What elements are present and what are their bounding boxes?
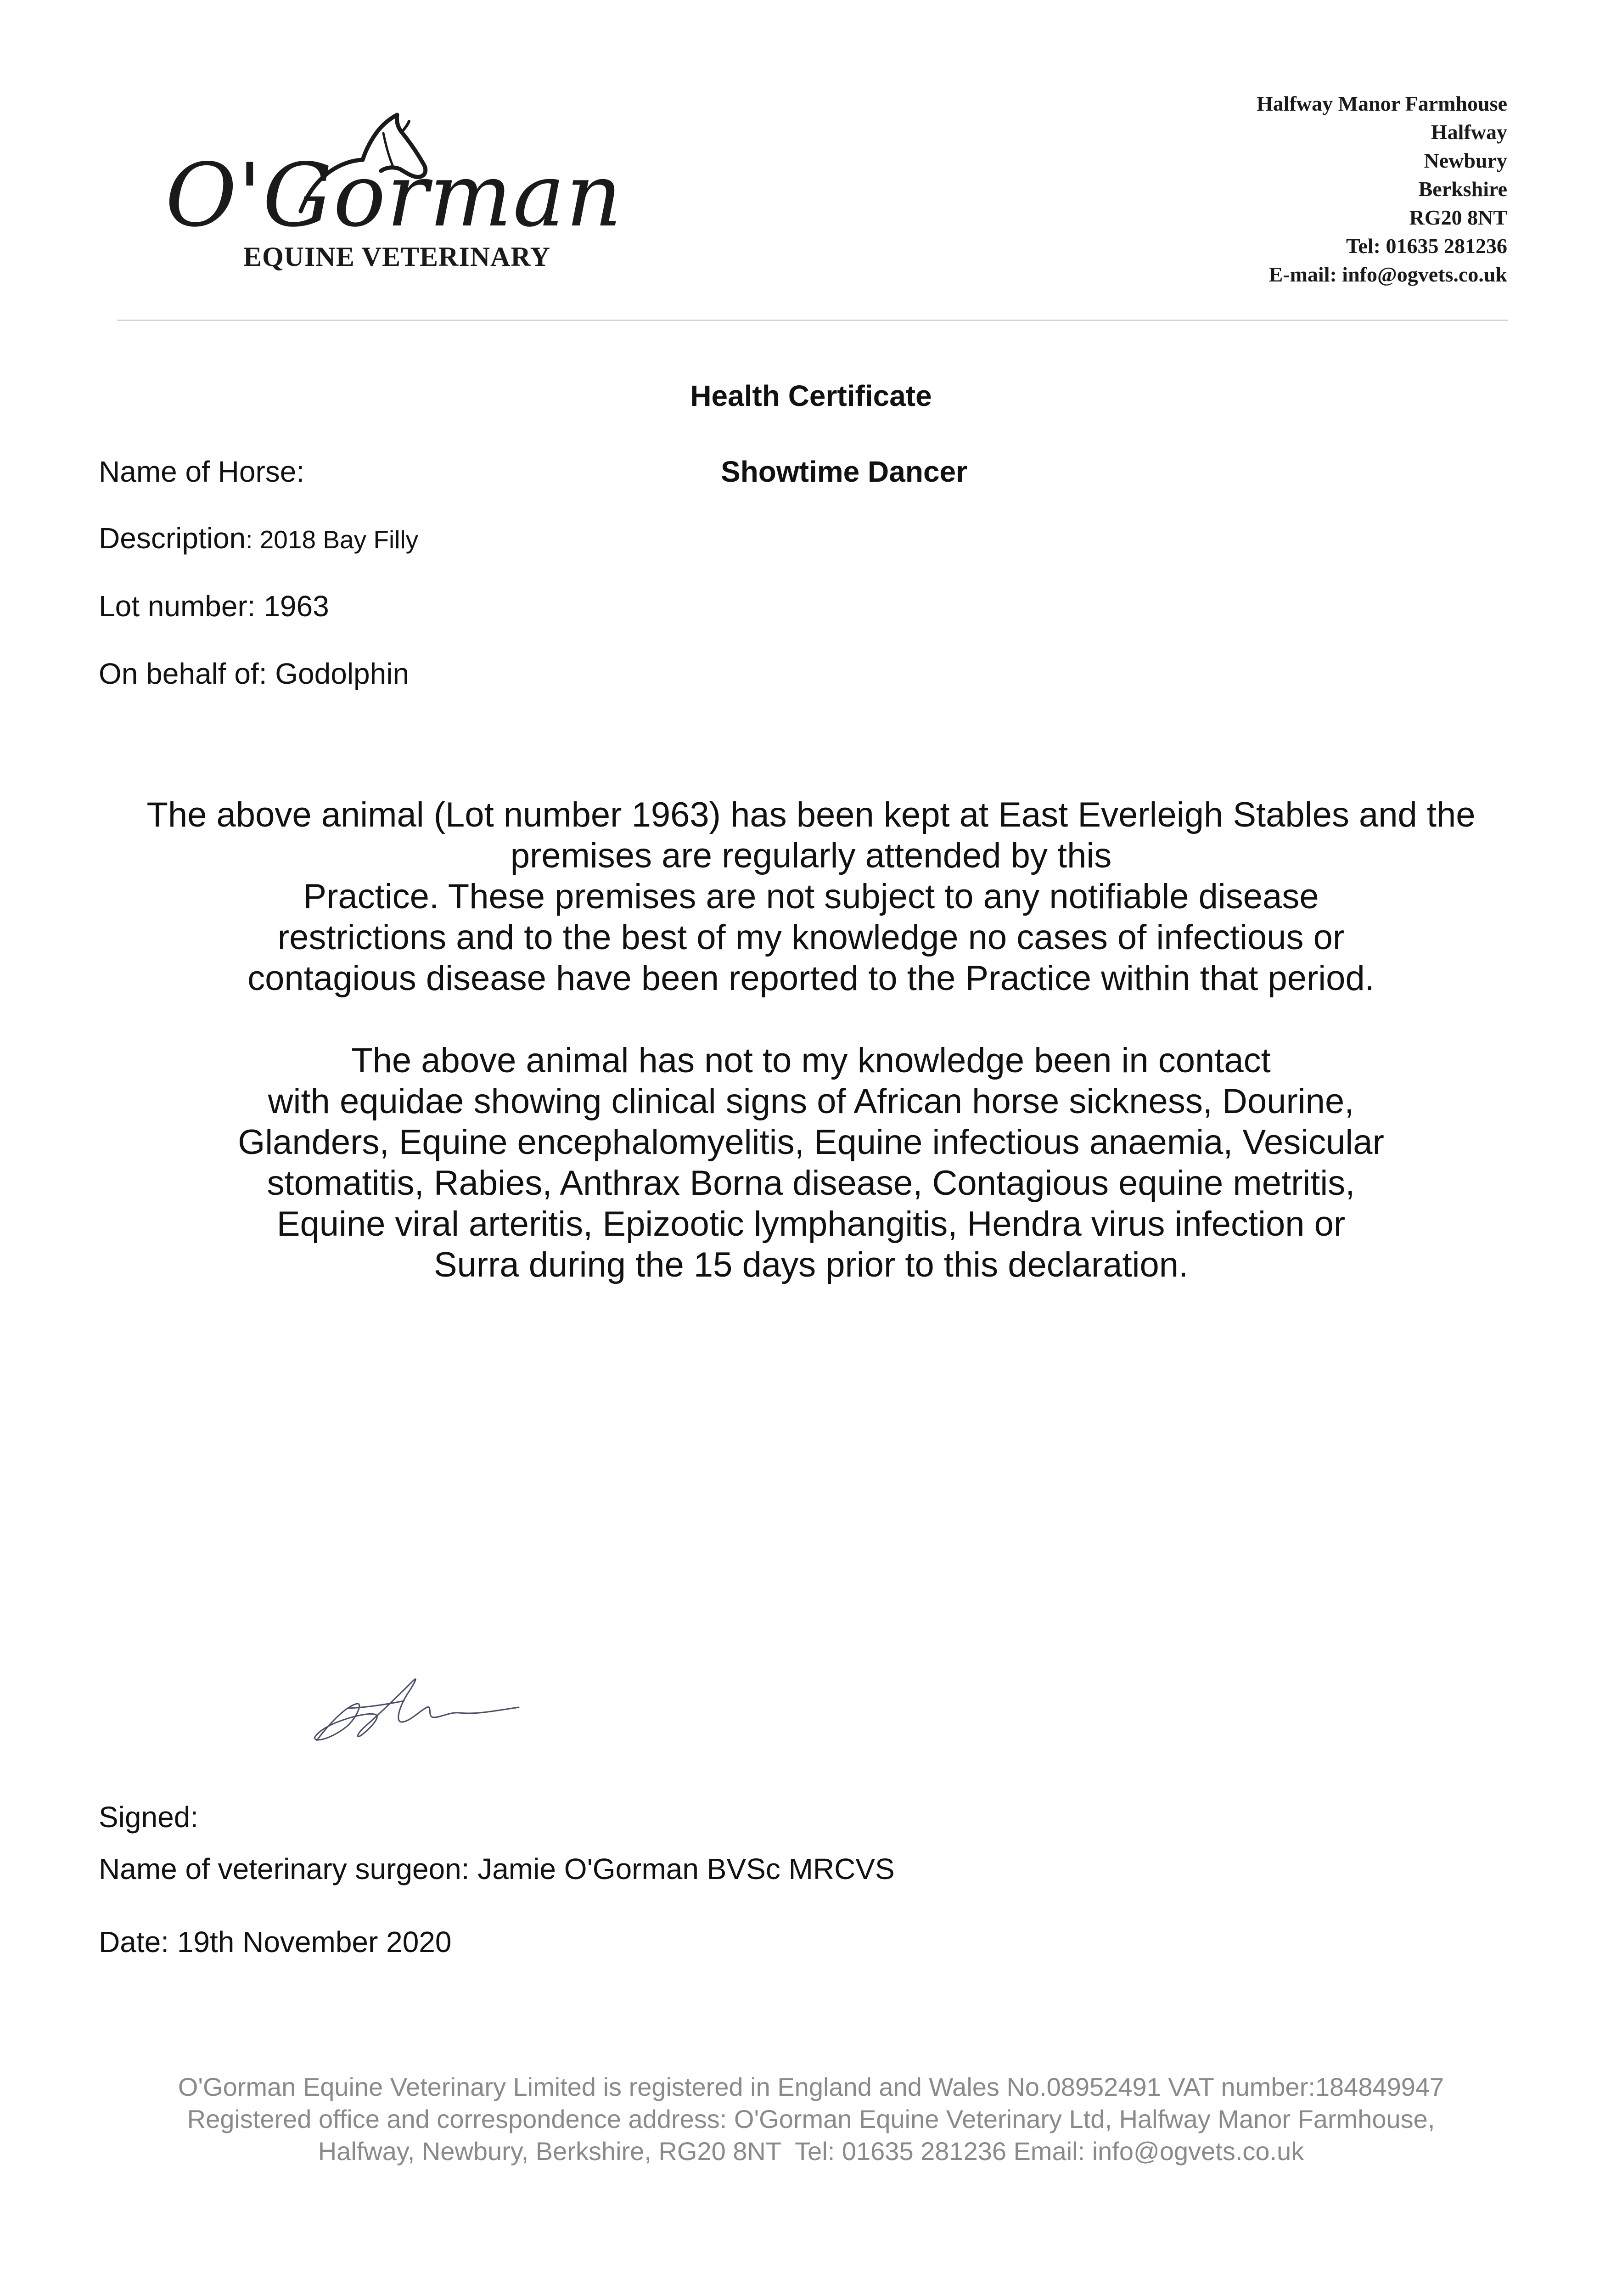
statement-line: restrictions and to the best of my knowledge no cases of infectious or (277, 918, 1345, 957)
address-line: Newbury (1424, 149, 1507, 172)
statement-line: The above animal (Lot number 1963) has been kept at East Everleigh Stables and the (146, 795, 1476, 834)
statement-line: with equidae showing clinical signs of African horse sickness, Dourine, (268, 1082, 1354, 1121)
address-line: Berkshire (1418, 177, 1507, 201)
statement-line: contagious disease have been reported to the Practice within that period. (247, 959, 1375, 998)
certificate-date: Date: 19th November 2020 (99, 1925, 452, 1958)
statement-line: The above animal has not to my knowledge been in contact (351, 1041, 1271, 1080)
address-email: E-mail: info@ogvets.co.uk (1268, 263, 1507, 286)
address-block (1257, 90, 1507, 289)
address-phone: Tel: 01635 281236 (1346, 234, 1507, 258)
footer-line: Halfway, Newbury, Berkshire, RG20 8NT Tel: 01635 281236 Email: info@ogvets.co.uk (318, 2137, 1304, 2166)
lot-number-field: Lot number: 1963 (99, 590, 329, 623)
statement-line: Equine viral arteritis, Epizootic lymphangitis, Hendra virus infection or (276, 1204, 1346, 1244)
on-behalf-of-field: On behalf of: Godolphin (99, 657, 410, 690)
address-line: Halfway (1431, 120, 1507, 144)
logo-wordmark: O'Gorman (165, 145, 623, 246)
horse-name-label: Name of Horse: (99, 455, 305, 488)
address-line: Halfway Manor Farmhouse (1256, 92, 1507, 115)
footer-line: O'Gorman Equine Veterinary Limited is registered in England and Wales No.08952491 VAT number:184849947 (178, 2072, 1444, 2101)
handwritten-signature (303, 1653, 523, 1754)
certificate-title: Health Certificate (690, 379, 932, 412)
statement-paragraph-2 (69, 1040, 1553, 1285)
logo-subtitle: EQUINE VETERINARY (243, 242, 550, 272)
company-footer (0, 2071, 1622, 2167)
statement-line: stomatitis, Rabies, Anthrax Borna disease, Contagious equine metritis, (267, 1164, 1355, 1203)
company-logo (165, 106, 623, 280)
horse-name-value: Showtime Dancer (721, 455, 968, 488)
statement-line: premises are regularly attended by this (510, 836, 1112, 875)
description-value: : 2018 Bay Filly (246, 525, 419, 554)
description-field (99, 521, 418, 555)
header-divider (117, 320, 1508, 321)
footer-line: Registered office and correspondence address: O'Gorman Equine Veterinary Ltd, Halfway Manor Farmhouse, (187, 2105, 1435, 2133)
statement-line: Practice. These premises are not subject to any notifiable disease (303, 877, 1319, 916)
statement-line: Glanders, Equine encephalomyelitis, Equine infectious anaemia, Vesicular (238, 1123, 1384, 1162)
statement-paragraph-1 (69, 794, 1553, 999)
statement-line: Surra during the 15 days prior to this declaration. (433, 1245, 1189, 1284)
surgeon-name: Name of veterinary surgeon: Jamie O'Gorman BVSc MRCVS (99, 1852, 895, 1885)
address-line: RG20 8NT (1409, 206, 1507, 229)
signed-label: Signed: (99, 1801, 199, 1834)
description-label: Description (99, 522, 246, 555)
